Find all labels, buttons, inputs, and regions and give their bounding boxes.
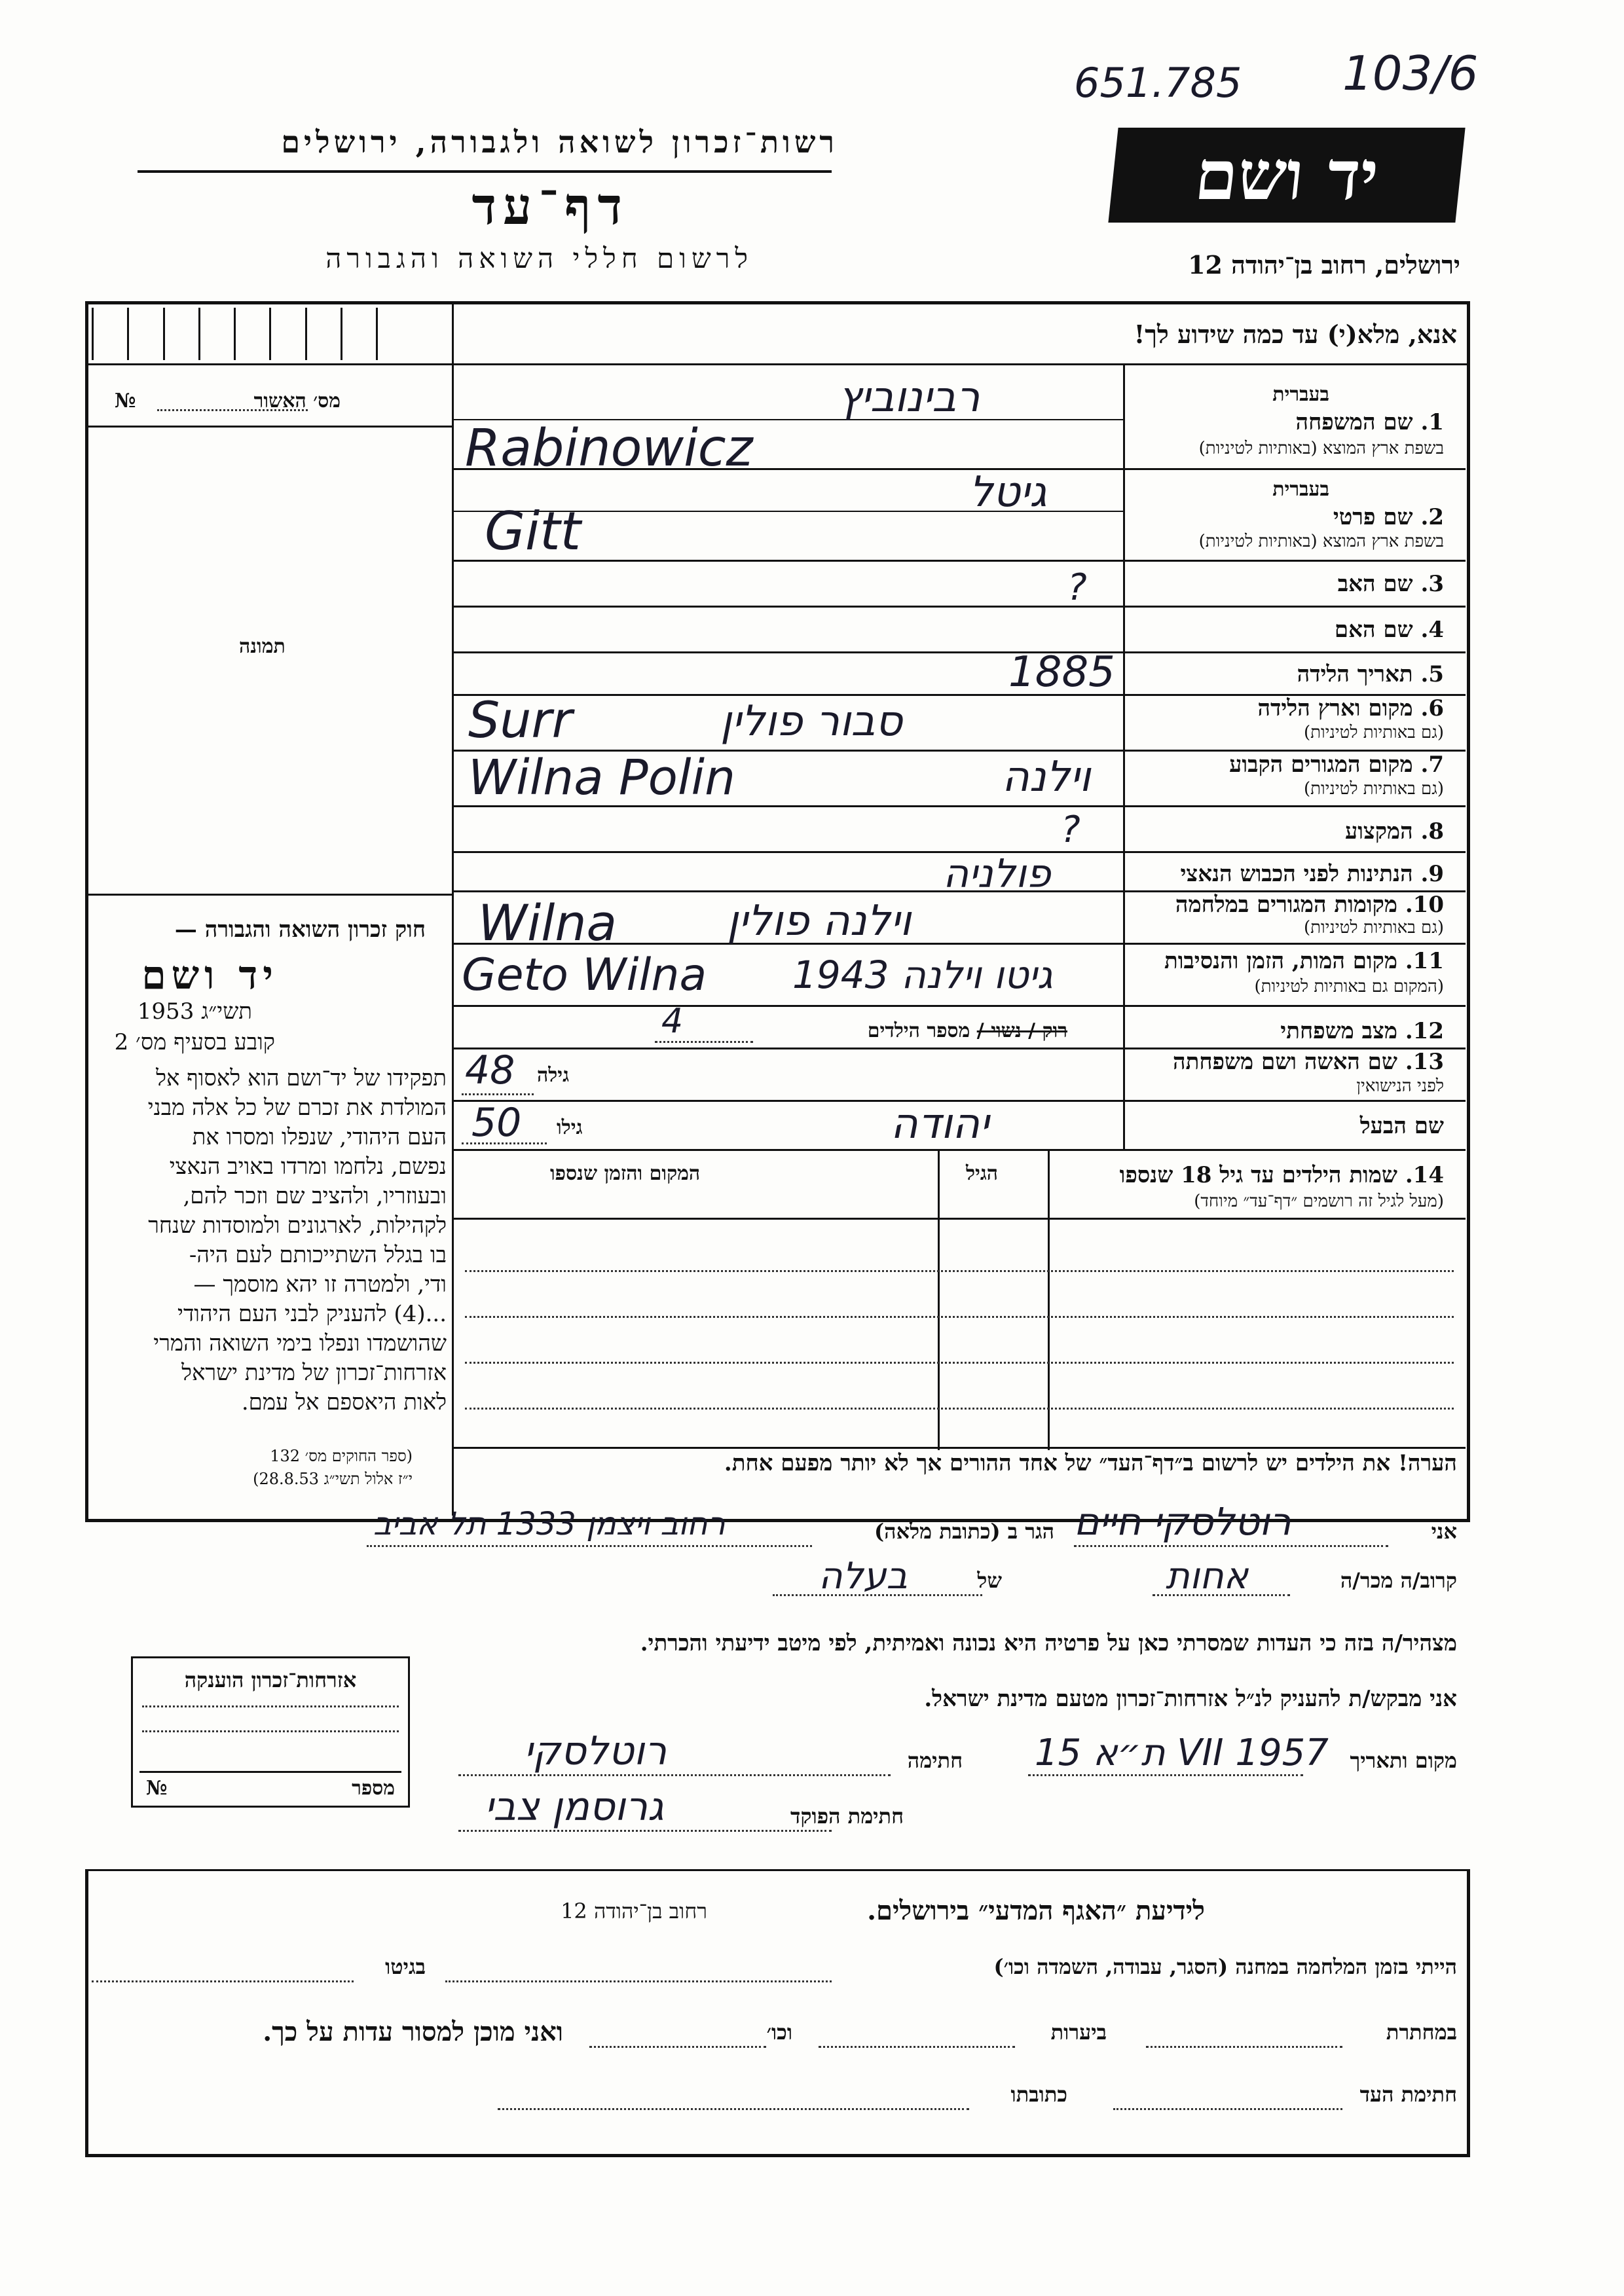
husband-age-value: 50 <box>471 1100 522 1146</box>
remark-text: הערה! את הילדים יש לרשום ב״דף־העד״ של אחד ההורים אך לא יותר מפעם אחת. <box>724 1450 1457 1476</box>
approval-no-sign: № <box>115 390 136 412</box>
decl-of-label: של <box>977 1568 1002 1593</box>
decl-i: אני <box>1431 1519 1457 1544</box>
law-ref-2: י״ז אלול תשי״ג 28.8.53) <box>253 1470 413 1488</box>
relation-value: אחות <box>1166 1555 1249 1597</box>
age-col-header: הגיל <box>966 1162 999 1185</box>
also-latin-10: (גם באותיות לטיניות) <box>1303 918 1444 938</box>
citizenship-box <box>131 1656 410 1808</box>
citizenship-box-title: אזרחות־זכרון הוענקה <box>184 1667 357 1692</box>
marital-options: רוק / נשוי / מספר הילדים <box>867 1019 1067 1042</box>
birthdate-value: 1885 <box>1008 648 1115 697</box>
hebrew-label-2: בעברית <box>1272 478 1329 501</box>
notice-ghetto-label: בגיטו <box>385 1954 426 1979</box>
signature-label: חתימה <box>907 1748 963 1773</box>
death-place-hebrew: גיטו וילנה 1943 <box>792 953 1053 997</box>
place-date-value: ת״א 15 VII 1957 <box>1035 1732 1329 1774</box>
nationality-value: פולניה <box>943 851 1051 897</box>
law-ref-1: (ספר החוקים מס׳ 132 <box>270 1447 413 1465</box>
children-title: 14. שמות הילדים עד גיל 18 שנספו <box>1119 1162 1444 1188</box>
approval-label: מס׳ האשור <box>253 390 341 412</box>
place-note-11: (המקום גם באותיות לטיניות) <box>1254 977 1444 996</box>
husband-name-value: יהודה <box>891 1100 989 1148</box>
wife-age-label: גילה <box>537 1064 570 1087</box>
husband-age-label: גילו <box>557 1116 583 1139</box>
surname-hebrew: רבינוביץ <box>838 373 980 422</box>
also-latin-6: (גם באותיות לטיניות) <box>1303 723 1444 742</box>
children-note: (מעל לגיל זה רושמים ״דף־עד״ מיוחד) <box>1194 1192 1444 1211</box>
field-label-4: 4. שם האם <box>1334 617 1444 643</box>
archive-ref-right: 103/6 <box>1342 46 1479 101</box>
form-subtitle: לרשום חללי השואה והגבורה <box>325 242 753 274</box>
field-label-6: 6. מקום וארץ הלידה <box>1257 695 1444 721</box>
field-label-1: 1. שם המשפחה <box>1295 409 1444 435</box>
notice-heading: לידיעת ״האגף המדעי״ בירושלים. <box>867 1895 1205 1926</box>
field-label-3: 3. שם האב <box>1337 571 1444 597</box>
law-text-block: תפקידו של יד־ושם הוא לאסוף אל המולדת את זכרם של כל אלה מבני העם היהודי, שנפלו ומסרו את נפשם, נלחמו ומרדו באויב הנאצי ובעוזריו, ולהציב שם וזכר להם, לקהילות, לארגונים ולמוסדות שנחר בו בגלל השתייכותם לעם היה- ודי, ולמטרה זו יהא מוסמך — ...(4) להעניק לבני העם היהודי שהושמדו ונפלו בימי השואה והמרי אזרחות־זכרון של מדינת ישראל לאות היאספם אל עמם. <box>147 1065 447 1415</box>
notice-frame <box>85 1869 1470 2157</box>
place-date-label: מקום ותאריך <box>1350 1748 1457 1773</box>
decl-resides-label: הגר ב (כתובת מלאה) <box>874 1519 1054 1544</box>
firstname-latin: Gitt <box>485 501 581 562</box>
authority-name: רשות־זכרון לשואה ולגבורה, ירושלים <box>281 124 838 160</box>
death-place-latin: Geto Wilna <box>462 949 707 1001</box>
decl-relative-label: קרוב/ה מכר/ה <box>1340 1568 1457 1593</box>
surname-latin: Rabinowicz <box>465 419 753 478</box>
header-address: ירושלים, רחוב בן־יהודה 12 <box>1188 250 1460 280</box>
place-col-header: המקום והזמן שנספו <box>550 1162 701 1185</box>
notice-address-label: כתובתו <box>1010 2082 1067 2107</box>
officer-label: חתימת הפוקד <box>790 1804 904 1829</box>
firstname-hebrew: גיטל <box>969 468 1047 517</box>
notice-underground-label: במחתרת <box>1386 2020 1457 2045</box>
law-section: קובע בסעיף מס׳ 2 <box>114 1029 275 1055</box>
witness-signature: רוטלסקי <box>524 1728 667 1774</box>
residence-hebrew: וילנה <box>1002 753 1091 801</box>
decl-statement: מצהיר/ה בזה כי העדות שמסרתי כאן על פרטיה היא נכונה ואמיתית, לפי מיטב ידיעתי והכרתי. <box>640 1630 1457 1656</box>
wartime-hebrew: וילנה פולין <box>727 897 912 945</box>
notice-etc-label: וכו׳ <box>766 2020 792 2045</box>
father-name-value: ? <box>1067 566 1087 609</box>
birthplace-latin: Surr <box>468 691 572 749</box>
field-label-2: 2. שם פרטי <box>1333 504 1444 530</box>
field-label-5: 5. תאריך הלידה <box>1297 661 1444 687</box>
latin-note-1: בשפת ארץ המוצא (באותיות לטיניות) <box>1198 439 1444 458</box>
yad-vashem-logo <box>1108 128 1465 223</box>
number-sign: № <box>146 1777 168 1800</box>
law-yad-vashem: יד ושם <box>141 953 278 998</box>
archive-ref-left: 651.785 <box>1074 59 1242 107</box>
field-label-8: 8. המקצוע <box>1344 818 1444 845</box>
notice-signature-label: חתימת העד <box>1359 2082 1457 2107</box>
notice-forests-label: ביערות <box>1050 2020 1107 2045</box>
officer-signature: גרוסמן צבי <box>485 1784 664 1830</box>
notice-willing-label: ואני מוכן למסור עדות על כך. <box>263 2016 563 2047</box>
latin-note-2: בשפת ארץ המוצא (באותיות לטיניות) <box>1198 532 1444 551</box>
field-label-11: 11. מקום המות, הזמן והנסיבות <box>1164 948 1444 974</box>
witness-name-value: רוטלסקי חיים <box>1074 1499 1291 1544</box>
notice-camp-label: הייתי בזמן המלחמה במחנה (הסגר, עבודה, השמדה וכו׳) <box>993 1954 1457 1979</box>
of-name-value: בעלה <box>819 1555 908 1597</box>
law-year: תשי״ג 1953 <box>137 998 252 1025</box>
also-latin-7: (גם באותיות לטיניות) <box>1303 779 1444 799</box>
hebrew-label-1: בעברית <box>1272 383 1329 406</box>
wartime-latin: Wilna <box>478 894 618 952</box>
photo-label: תמונה <box>239 635 286 658</box>
decl-request: אני מבקש/ת להעניק לנ״ל אזרחות־זכרון מטעם מדינת ישראל. <box>924 1686 1457 1712</box>
form-intro: אנא, מלא(י) עד כמה שידוע לך! <box>1134 319 1457 349</box>
form-title: דף־עד <box>471 177 629 236</box>
notice-address: רחוב בן־יהודה 12 <box>561 1899 707 1923</box>
field-label-12: 12. מצב משפחתי <box>1280 1018 1444 1044</box>
wife-age-value: 48 <box>465 1048 515 1093</box>
profession-value: ? <box>1061 809 1080 851</box>
number-label: מספר <box>352 1777 395 1800</box>
law-title: חוק זכרון השואה והגבורה — <box>174 917 426 943</box>
field-label-7: 7. מקום המגורים הקבוע <box>1229 752 1444 778</box>
approval-boxes <box>92 308 445 360</box>
birthplace-hebrew: סבור פולין <box>720 697 902 746</box>
field-label-9: 9. הנתינות לפני הכבוש הנאצי <box>1180 861 1444 887</box>
field-label-husband: שם הבעל <box>1359 1113 1444 1139</box>
logo-text: יד ושם <box>1191 135 1382 215</box>
witness-address-value: רחוב ויצמן 1333 תל אביב <box>373 1506 726 1542</box>
field-label-13: 13. שם האשה ושם משפחתה <box>1173 1049 1444 1075</box>
children-count-value: 4 <box>661 1002 684 1041</box>
field-label-10: 10. מקומות המגורים במלחמה <box>1175 892 1444 918</box>
residence-latin: Wilna Polin <box>468 750 735 806</box>
before-marriage-label: לפני הנישואין <box>1356 1076 1444 1096</box>
